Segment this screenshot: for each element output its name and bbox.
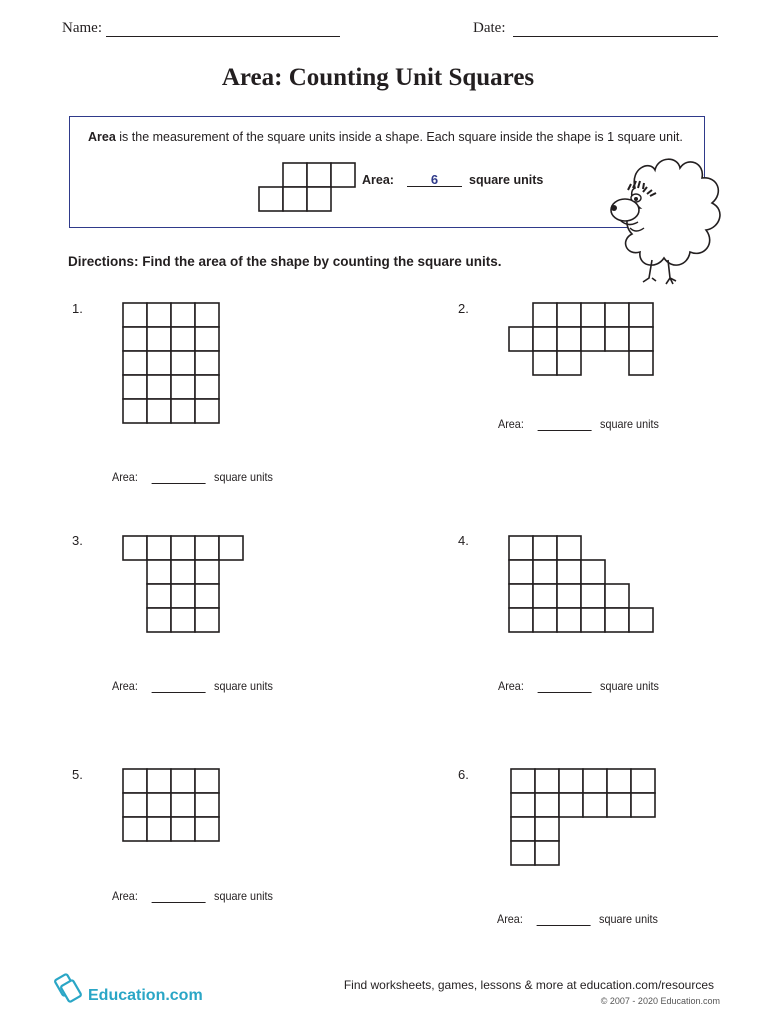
unit-square (147, 608, 171, 632)
unit-square (607, 793, 631, 817)
unit-square (629, 608, 653, 632)
definition-text (88, 130, 708, 144)
unit-square (171, 793, 195, 817)
education-logo-icon (54, 972, 84, 1004)
example-shape (258, 162, 358, 212)
unit-square (605, 584, 629, 608)
unit-square (171, 817, 195, 841)
unit-square (583, 769, 607, 793)
unit-square (535, 817, 559, 841)
unit-square (581, 584, 605, 608)
example-answer: 6 (430, 172, 439, 187)
name-label: Name: (62, 20, 102, 36)
problem-3-area-row (112, 679, 273, 693)
unit-square (557, 608, 581, 632)
unit-square (147, 769, 171, 793)
unit-square (535, 841, 559, 865)
problem-5-area-label: Area: (112, 889, 138, 903)
problem-6-answer-blank[interactable] (537, 912, 591, 926)
unit-square (629, 351, 653, 375)
hedgehog-mascot (600, 148, 730, 303)
unit-square (535, 793, 559, 817)
problem-4-shape (508, 535, 658, 637)
date-label: Date: (473, 20, 506, 36)
unit-square (171, 351, 195, 375)
unit-square (123, 793, 147, 817)
unit-square (259, 187, 283, 211)
unit-square (195, 399, 219, 423)
unit-square (557, 584, 581, 608)
problem-4-units-label: square units (600, 679, 659, 693)
unit-square (195, 584, 219, 608)
unit-square (511, 769, 535, 793)
unit-square (147, 817, 171, 841)
unit-square (331, 163, 355, 187)
problem-5-shape (122, 768, 222, 846)
unit-square (171, 608, 195, 632)
footer-tagline: Find worksheets, games, lessons & more at education.com/resources (343, 978, 714, 992)
example-area-label: Area: (362, 173, 394, 187)
unit-square (171, 769, 195, 793)
unit-square (607, 769, 631, 793)
problem-5-number: 5. (72, 767, 83, 782)
unit-square (509, 536, 533, 560)
unit-square (195, 536, 219, 560)
unit-square (171, 327, 195, 351)
unit-square (307, 163, 331, 187)
unit-square (557, 303, 581, 327)
unit-square (171, 399, 195, 423)
unit-square (581, 608, 605, 632)
unit-square (123, 327, 147, 351)
unit-square (583, 793, 607, 817)
unit-square (629, 303, 653, 327)
problem-1-area-label: Area: (112, 470, 138, 484)
page-title: Area: Counting Unit Squares (221, 64, 535, 91)
unit-square (605, 303, 629, 327)
unit-square (581, 560, 605, 584)
problem-1-answer-blank[interactable] (152, 470, 206, 484)
unit-square (511, 817, 535, 841)
unit-square (557, 327, 581, 351)
unit-square (535, 769, 559, 793)
unit-square (195, 560, 219, 584)
problem-1-units-label: square units (214, 470, 273, 484)
unit-square (631, 793, 655, 817)
unit-square (307, 187, 331, 211)
unit-square (171, 303, 195, 327)
unit-square (283, 163, 307, 187)
unit-square (533, 536, 557, 560)
unit-square (171, 560, 195, 584)
unit-square (559, 793, 583, 817)
problem-2-answer-blank[interactable] (538, 417, 592, 431)
problem-5-answer-blank[interactable] (152, 889, 206, 903)
unit-square (195, 375, 219, 399)
unit-square (147, 536, 171, 560)
problem-2-area-label: Area: (498, 417, 524, 431)
problem-4-area-label: Area: (498, 679, 524, 693)
problem-3-answer-blank[interactable] (152, 679, 206, 693)
problem-6-shape (510, 768, 660, 870)
problem-2-units-label: square units (600, 417, 659, 431)
unit-square (557, 536, 581, 560)
unit-square (511, 793, 535, 817)
unit-square (147, 375, 171, 399)
definition-body: is the measurement of the square units inside a shape. Each square inside the shape is 1 square unit. (115, 130, 683, 144)
unit-square (509, 327, 533, 351)
unit-square (605, 608, 629, 632)
directions: Directions: Find the area of the shape by counting the square units. (68, 254, 502, 269)
unit-square (171, 375, 195, 399)
unit-square (123, 817, 147, 841)
problem-6-area-row (497, 912, 658, 926)
problem-6-number: 6. (458, 767, 469, 782)
unit-square (147, 351, 171, 375)
unit-square (195, 769, 219, 793)
unit-square (533, 303, 557, 327)
unit-square (509, 608, 533, 632)
unit-square (605, 327, 629, 351)
unit-square (509, 584, 533, 608)
unit-square (195, 817, 219, 841)
unit-square (123, 399, 147, 423)
unit-square (147, 399, 171, 423)
problem-2-shape (508, 302, 658, 380)
unit-square (195, 351, 219, 375)
unit-square (283, 187, 307, 211)
unit-square (147, 327, 171, 351)
unit-square (533, 584, 557, 608)
unit-square (533, 560, 557, 584)
unit-square (147, 560, 171, 584)
unit-square (581, 303, 605, 327)
date-field[interactable] (513, 36, 718, 37)
unit-square (509, 560, 533, 584)
problem-3-area-label: Area: (112, 679, 138, 693)
unit-square (559, 769, 583, 793)
problem-3-shape (122, 535, 246, 637)
problem-5-area-row (112, 889, 273, 903)
unit-square (171, 536, 195, 560)
unit-square (123, 351, 147, 375)
unit-square (147, 303, 171, 327)
problem-2-area-row (498, 417, 659, 431)
unit-square (533, 351, 557, 375)
footer-copyright: © 2007 - 2020 Education.com (600, 996, 720, 1006)
problem-1-area-row (112, 470, 273, 484)
problem-3-units-label: square units (214, 679, 273, 693)
problem-2-number: 2. (458, 301, 469, 316)
unit-square (171, 584, 195, 608)
unit-square (123, 303, 147, 327)
example-units-label: square units (469, 173, 544, 187)
unit-square (557, 560, 581, 584)
unit-square (631, 769, 655, 793)
problem-1-shape (122, 302, 222, 428)
unit-square (511, 841, 535, 865)
unit-square (195, 303, 219, 327)
unit-square (219, 536, 243, 560)
unit-square (147, 793, 171, 817)
problem-6-units-label: square units (599, 912, 658, 926)
unit-square (557, 351, 581, 375)
unit-square (195, 793, 219, 817)
problem-1-number: 1. (72, 301, 83, 316)
unit-square (123, 536, 147, 560)
definition-term: Area (88, 130, 116, 144)
problem-3-number: 3. (72, 533, 83, 548)
education-logo-text[interactable]: Education.com (88, 987, 203, 1004)
name-field[interactable] (106, 36, 340, 37)
problem-6-area-label: Area: (497, 912, 523, 926)
unit-square (195, 608, 219, 632)
unit-square (581, 327, 605, 351)
unit-square (195, 327, 219, 351)
unit-square (123, 769, 147, 793)
unit-square (629, 327, 653, 351)
unit-square (123, 375, 147, 399)
unit-square (147, 584, 171, 608)
problem-5-units-label: square units (214, 889, 273, 903)
unit-square (533, 327, 557, 351)
problem-4-number: 4. (458, 533, 469, 548)
problem-4-answer-blank[interactable] (538, 679, 592, 693)
problem-4-area-row (498, 679, 659, 693)
unit-square (533, 608, 557, 632)
